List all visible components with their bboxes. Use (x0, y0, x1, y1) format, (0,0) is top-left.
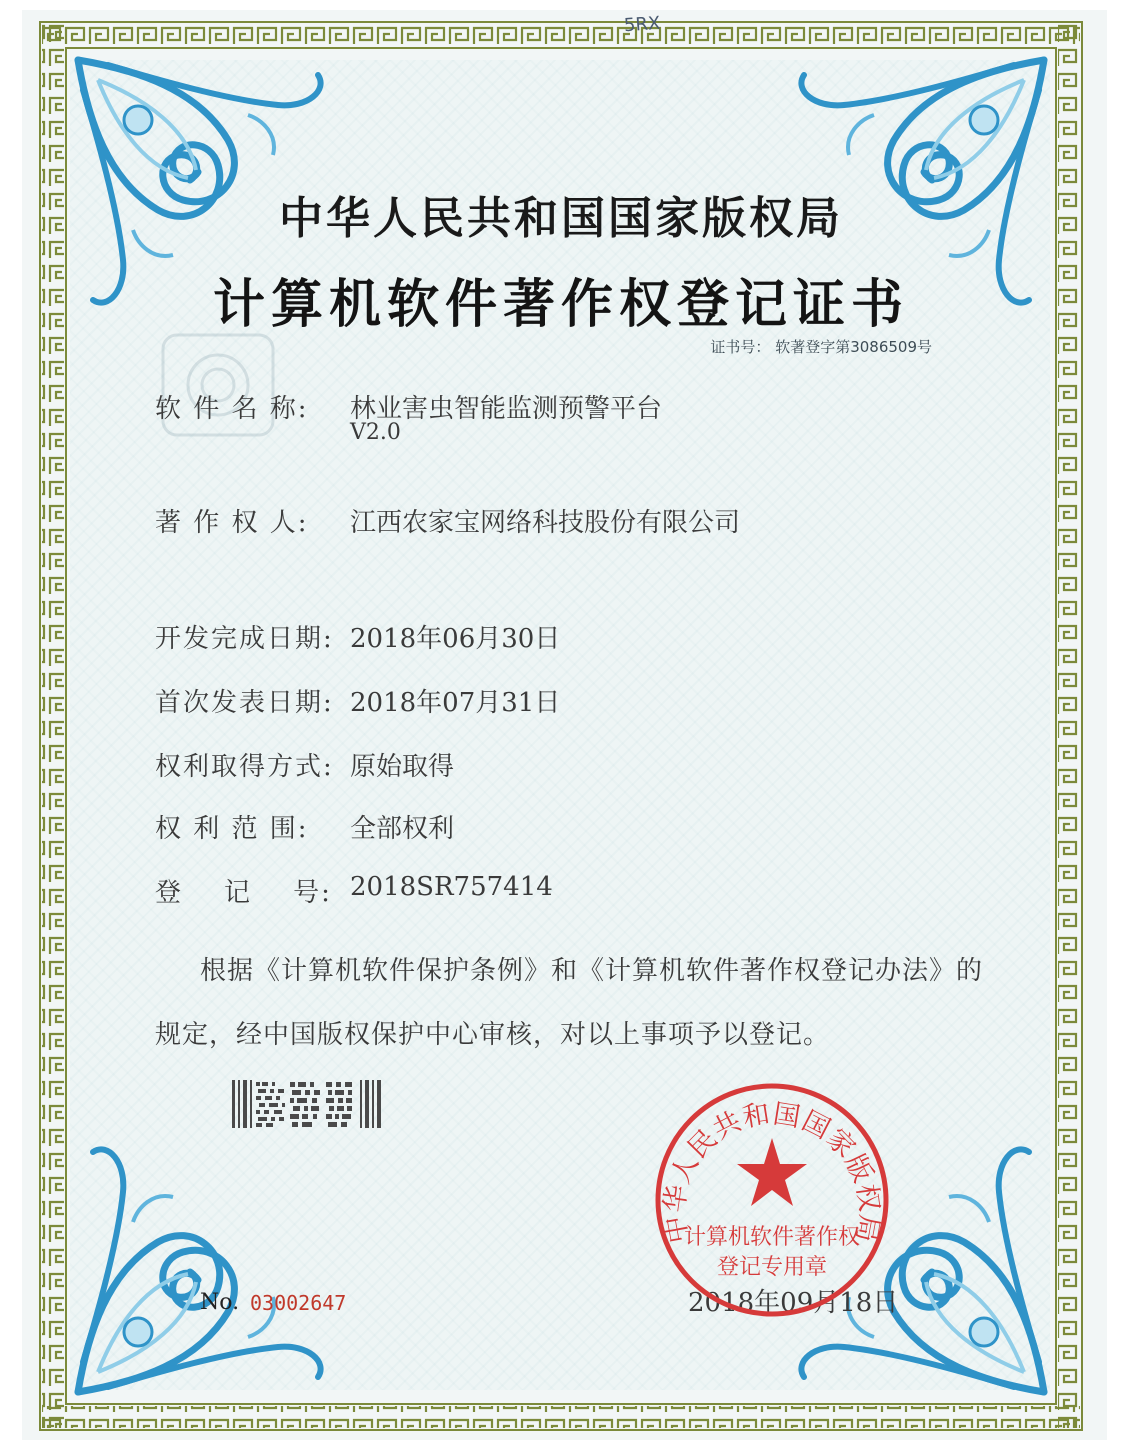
field-label-completion-date: 开发完成日期: (155, 624, 334, 654)
seal-center-line-2: 登记专用章 (716, 1255, 828, 1280)
statement-line-2: 规定，经中国版权保护中心审核，对以上事项予以登记。 (155, 1020, 831, 1050)
seal-ring-text: 中华人民共和国国家版权局 (659, 1098, 885, 1246)
statement-line-1: 根据《计算机软件保护条例》和《计算机软件著作权登记办法》的 (200, 956, 984, 986)
field-value-registration-number: 2018SR757414 (350, 872, 553, 902)
certificate-number (710, 336, 932, 357)
field-value-publish-date: 2018年07月31日 (350, 688, 561, 718)
barcode-2d (232, 1080, 382, 1128)
field-value-acquisition-method: 原始取得 (350, 752, 455, 782)
seal-center-line-1: 计算机软件著作权 (683, 1225, 861, 1250)
certificate-number-label: 证书号： (710, 338, 771, 356)
seal-star-icon (737, 1138, 807, 1206)
field-label-acquisition-method: 权利取得方式: (155, 752, 334, 782)
field-value-software-name: 林业害虫智能监测预警平台 (350, 394, 663, 424)
field-label-rights-scope: 权 利 范 围: (155, 814, 309, 844)
serial-number-value: 03002647 (250, 1291, 347, 1315)
authority-title: 中华人民共和国国家版权局 (279, 193, 843, 244)
issue-date: 2018年09月18日 (688, 1288, 899, 1318)
field-label-registration-number: 登 记 号: (155, 878, 332, 908)
field-value-copyright-owner: 江西农家宝网络科技股份有限公司 (350, 508, 741, 538)
certificate-title: 计算机软件著作权登记证书 (212, 275, 909, 335)
field-value-software-version: V2.0 (350, 420, 401, 445)
corner-ornament-bottom-left (78, 1149, 321, 1392)
handwritten-note: 5RX (623, 12, 661, 37)
serial-number-label: No. (200, 1290, 240, 1315)
field-value-rights-scope: 全部权利 (350, 814, 455, 844)
field-label-copyright-owner: 著 作 权 人: (155, 508, 309, 538)
field-label-publish-date: 首次发表日期: (155, 688, 334, 718)
certificate-number-value: 软著登字第3086509号 (775, 338, 932, 356)
field-label-software-name: 软 件 名 称: (155, 394, 309, 424)
field-value-completion-date: 2018年06月30日 (350, 624, 561, 654)
official-seal (652, 1080, 892, 1320)
